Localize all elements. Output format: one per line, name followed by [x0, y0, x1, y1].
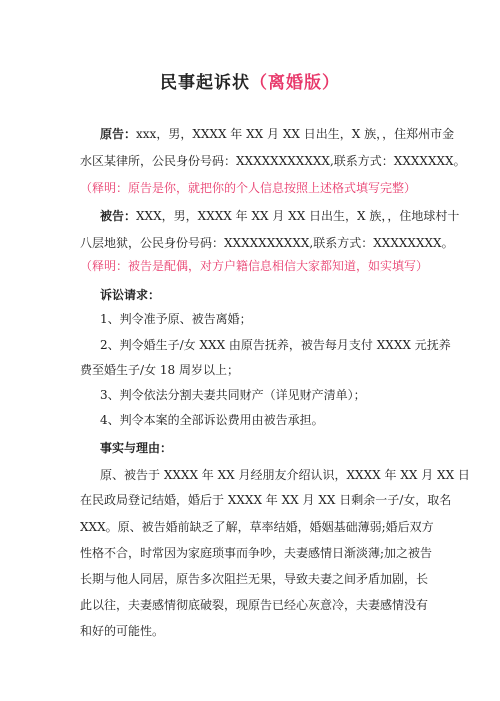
claim-item: 2、判令婚生子/女 XXX 由原告抚养，被告每月支付 XXXX 元抚养 [100, 338, 451, 352]
claim-item: 1、判令准予原、被告离婚； [100, 312, 252, 326]
facts-line: 和好的可能性。 [80, 624, 165, 638]
facts-line: XXX。原、被告婚前缺乏了解，草率结婚，婚姻基础薄弱;婚后双方 [80, 520, 434, 534]
claims-heading: 诉讼请求： [100, 288, 161, 302]
plaintiff-line-1 [100, 126, 455, 143]
facts-line: 原、被告于 XXXX 年 XX 月经朋友介绍认识，XXXX 年 XX 月 XX 日 [100, 468, 470, 482]
facts-heading: 事实与理由： [100, 441, 173, 455]
claim-item: 4、判令本案的全部诉讼费用由被告承担。 [100, 413, 324, 427]
title-main: 民事起诉状 [160, 73, 250, 93]
defendant-line-1 [100, 208, 460, 225]
facts-line: 长期与他人同居，原告多次阻拦无果，导致夫妻之间矛盾加剧，长 [80, 572, 429, 586]
defendant-line-2: 八层地狱，公民身份号码：XXXXXXXXXX,联系方式：XXXXXXXX。 [80, 236, 454, 250]
plaintiff-note: （释明：原告是你，就把你的个人信息按照上述格式填写完整） [80, 181, 417, 195]
claim-item: 费至婚生子/女 18 周岁以上； [80, 363, 239, 377]
defendant-note: （释明：被告是配偶，对方户籍信息相信大家都知道，如实填写） [80, 259, 429, 273]
facts-line: 性格不合，时常因为家庭琐事而争吵，夫妻感情日渐淡薄;加之被告 [80, 546, 433, 560]
plaintiff-line-2: 水区某律所，公民身份号码：XXXXXXXXXXX,联系方式：XXXXXXX。 [80, 154, 466, 168]
plaintiff-text-1: xxx，男，XXXX 年 XX 月 XX 日出生，X 族，，住郑州市金 [136, 127, 455, 141]
defendant-text-1: XXX，男，XXXX 年 XX 月 XX 日出生，X 族，，住地球村十 [136, 209, 460, 223]
defendant-label: 被告： [100, 209, 137, 223]
facts-line: 此以往，夫妻感情彻底破裂，现原告已经心灰意冷，夫妻感情没有 [80, 598, 429, 612]
plaintiff-label: 原告： [100, 127, 137, 141]
title-suffix: （离婚版） [250, 73, 340, 93]
document-title [0, 68, 500, 93]
facts-line: 在民政局登记结婚，婚后于 XXXX 年 XX 月 XX 日剩余一子/女，取名 [80, 493, 452, 507]
claim-item: 3、判令依法分割夫妻共同财产（详见财产清单）； [100, 388, 366, 402]
